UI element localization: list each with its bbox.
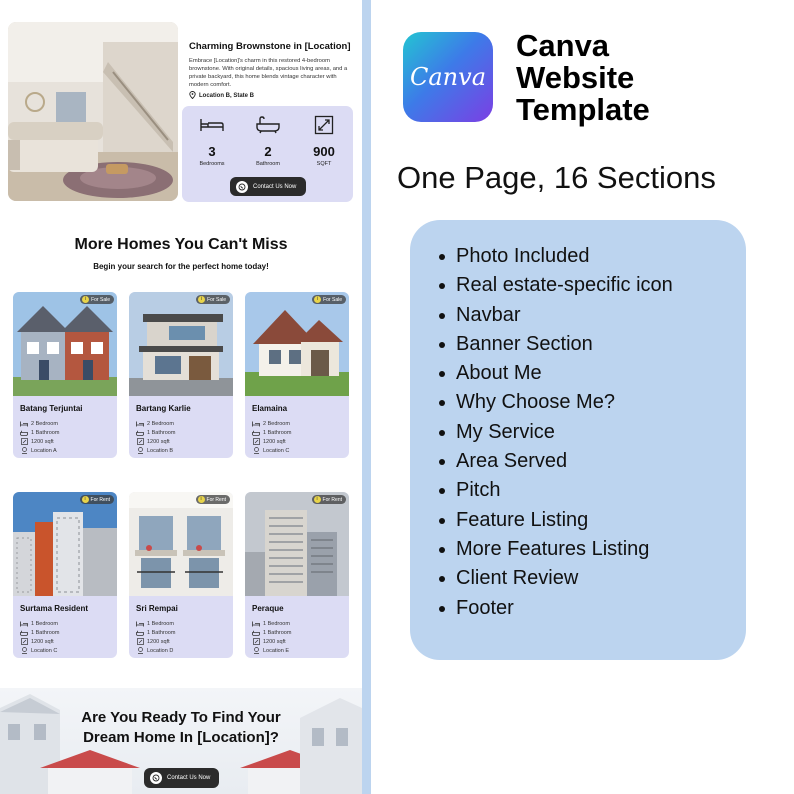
listing-photo-cottage bbox=[245, 292, 349, 396]
feature-item: Pitch bbox=[456, 476, 673, 505]
listing-bathrooms: 1 Bathroom bbox=[147, 629, 176, 636]
cta-title-line-2: Dream Home In [Location]? bbox=[83, 729, 279, 746]
listing-area: 1200 sqft bbox=[263, 438, 286, 445]
bed-icon bbox=[187, 114, 237, 136]
feature-item: Feature Listing bbox=[456, 506, 673, 535]
listing-area: 1200 sqft bbox=[147, 438, 170, 445]
more-homes-title: More Homes You Can't Miss bbox=[74, 236, 288, 253]
cta-contact-button[interactable] bbox=[144, 768, 219, 788]
bathtub-icon bbox=[20, 630, 28, 636]
feature-item: Client Review bbox=[456, 564, 673, 593]
area-icon bbox=[299, 114, 349, 136]
listing-bathrooms: 1 Bathroom bbox=[263, 629, 292, 636]
feature-item: Navbar bbox=[456, 301, 673, 330]
stat-bathrooms bbox=[243, 114, 293, 167]
listing-card[interactable] bbox=[13, 292, 117, 458]
listing-name: Peraque bbox=[252, 604, 284, 613]
status-badge: i For Sale bbox=[312, 295, 346, 304]
listing-location: Location C bbox=[31, 647, 58, 654]
more-homes-subtitle: Begin your search for the perfect home today! bbox=[93, 262, 269, 271]
listing-bedrooms: 2 Bedroom bbox=[147, 420, 174, 427]
info-icon: i bbox=[314, 296, 321, 303]
cta-contact-label: Contact Us Now bbox=[167, 775, 211, 781]
feature-item: About Me bbox=[456, 359, 673, 388]
info-icon: i bbox=[82, 296, 89, 303]
listing-location: Location E bbox=[263, 647, 289, 654]
listing-card[interactable] bbox=[245, 492, 349, 658]
status-badge: i For Sale bbox=[80, 295, 114, 304]
info-icon: i bbox=[82, 496, 89, 503]
stat-bedrooms bbox=[187, 114, 237, 167]
listing-photo-apartment-tower bbox=[13, 492, 117, 596]
bathtub-icon bbox=[136, 630, 144, 636]
listing-name: Sri Rempai bbox=[136, 604, 178, 613]
stat-label: Bedrooms bbox=[199, 161, 225, 167]
product-title-line-1: Canva bbox=[516, 28, 610, 63]
bathtub-icon bbox=[252, 430, 260, 436]
bed-icon bbox=[252, 621, 260, 627]
featured-description: Embrace [Location]'s charm in this restored 4-bedroom brownstone. With original details, spacious living areas, and a private backyard, this home blends vintage character with modern comfort. bbox=[189, 58, 348, 88]
product-title-line-3: Template bbox=[516, 92, 650, 127]
area-icon bbox=[136, 639, 144, 645]
bed-icon bbox=[20, 421, 28, 427]
stat-value: 3 bbox=[208, 144, 216, 159]
listing-photo-balcony-building bbox=[129, 492, 233, 596]
listing-card[interactable] bbox=[13, 492, 117, 658]
listing-name: Bartang Karlie bbox=[136, 404, 191, 413]
listing-bathrooms: 1 Bathroom bbox=[147, 429, 176, 436]
location-icon bbox=[252, 448, 260, 454]
area-icon bbox=[252, 639, 260, 645]
location-icon bbox=[20, 648, 28, 654]
cta-title bbox=[0, 708, 362, 748]
canva-logo bbox=[403, 32, 493, 122]
location-icon bbox=[136, 448, 144, 454]
location-icon bbox=[20, 448, 28, 454]
featured-living-room-photo bbox=[8, 22, 178, 201]
bathtub-icon bbox=[252, 630, 260, 636]
listing-bathrooms: 1 Bathroom bbox=[31, 429, 60, 436]
feature-item: Why Choose Me? bbox=[456, 388, 673, 417]
featured-location-text: Location B, State B bbox=[199, 93, 255, 99]
area-icon bbox=[252, 439, 260, 445]
feature-item: Photo Included bbox=[456, 242, 673, 271]
listing-bedrooms: 1 Bedroom bbox=[31, 620, 58, 627]
location-icon bbox=[252, 648, 260, 654]
listing-photo-townhouse bbox=[13, 292, 117, 396]
bed-icon bbox=[136, 421, 144, 427]
area-icon bbox=[20, 439, 28, 445]
bed-icon bbox=[136, 621, 144, 627]
status-badge: i For Sale bbox=[196, 295, 230, 304]
listing-bedrooms: 2 Bedroom bbox=[31, 420, 58, 427]
whatsapp-icon bbox=[150, 772, 162, 784]
status-badge: i For Rent bbox=[312, 495, 346, 504]
feature-item: More Features Listing bbox=[456, 535, 673, 564]
featured-title: Charming Brownstone in [Location] bbox=[189, 41, 351, 52]
whatsapp-icon bbox=[236, 181, 248, 193]
listing-name: Batang Terjuntai bbox=[20, 404, 83, 413]
listing-bedrooms: 1 Bedroom bbox=[263, 620, 290, 627]
listing-location: Location C bbox=[263, 447, 290, 454]
contact-us-label: Contact Us Now bbox=[253, 183, 297, 190]
status-badge: i For Rent bbox=[196, 495, 230, 504]
canva-logo-text: Canva bbox=[410, 63, 486, 91]
listing-photo-modern-house bbox=[129, 292, 233, 396]
cta-title-line-1: Are You Ready To Find Your bbox=[81, 709, 281, 726]
listing-area: 1200 sqft bbox=[263, 638, 286, 645]
listing-name: Elamaina bbox=[252, 404, 288, 413]
preview-border bbox=[362, 0, 371, 794]
feature-list bbox=[456, 242, 673, 623]
listing-location: Location D bbox=[147, 647, 174, 654]
stat-value: 2 bbox=[264, 144, 272, 159]
area-icon bbox=[136, 439, 144, 445]
bathtub-icon bbox=[243, 114, 293, 136]
listing-card[interactable] bbox=[245, 292, 349, 458]
bathtub-icon bbox=[136, 430, 144, 436]
listing-photo-high-rise bbox=[245, 492, 349, 596]
bed-icon bbox=[252, 421, 260, 427]
feature-item: Banner Section bbox=[456, 330, 673, 359]
listing-area: 1200 sqft bbox=[31, 638, 54, 645]
cta-section bbox=[0, 688, 362, 794]
product-title-line-2: Website bbox=[516, 60, 635, 95]
info-icon: i bbox=[314, 496, 321, 503]
listing-bathrooms: 1 Bathroom bbox=[31, 629, 60, 636]
product-subtitle: One Page, 16 Sections bbox=[397, 160, 716, 195]
listing-location: Location B bbox=[147, 447, 173, 454]
feature-item: Real estate-specific icon bbox=[456, 271, 673, 300]
listing-bedrooms: 1 Bedroom bbox=[147, 620, 174, 627]
location-pin-icon bbox=[189, 91, 196, 101]
listing-name: Surtama Resident bbox=[20, 604, 89, 613]
listing-bathrooms: 1 Bathroom bbox=[263, 429, 292, 436]
info-icon: i bbox=[198, 496, 205, 503]
info-icon: i bbox=[198, 296, 205, 303]
product-title bbox=[516, 30, 650, 126]
listing-card[interactable] bbox=[129, 492, 233, 658]
feature-item: Footer bbox=[456, 594, 673, 623]
area-icon bbox=[20, 639, 28, 645]
feature-list-panel bbox=[410, 220, 746, 660]
bathtub-icon bbox=[20, 430, 28, 436]
bed-icon bbox=[20, 621, 28, 627]
template-preview bbox=[0, 0, 362, 794]
status-badge: i For Rent bbox=[80, 495, 114, 504]
feature-item: My Service bbox=[456, 418, 673, 447]
feature-item: Area Served bbox=[456, 447, 673, 476]
listing-location: Location A bbox=[31, 447, 57, 454]
listing-area: 1200 sqft bbox=[31, 438, 54, 445]
stat-value: 900 bbox=[313, 144, 335, 159]
location-icon bbox=[136, 648, 144, 654]
contact-us-button[interactable] bbox=[230, 177, 306, 196]
listing-card[interactable] bbox=[129, 292, 233, 458]
featured-location bbox=[189, 91, 254, 101]
stat-label: Bathroom bbox=[256, 161, 280, 167]
stat-label: SQFT bbox=[316, 161, 332, 167]
listing-area: 1200 sqft bbox=[147, 638, 170, 645]
stat-area bbox=[299, 114, 349, 167]
listing-bedrooms: 2 Bedroom bbox=[263, 420, 290, 427]
